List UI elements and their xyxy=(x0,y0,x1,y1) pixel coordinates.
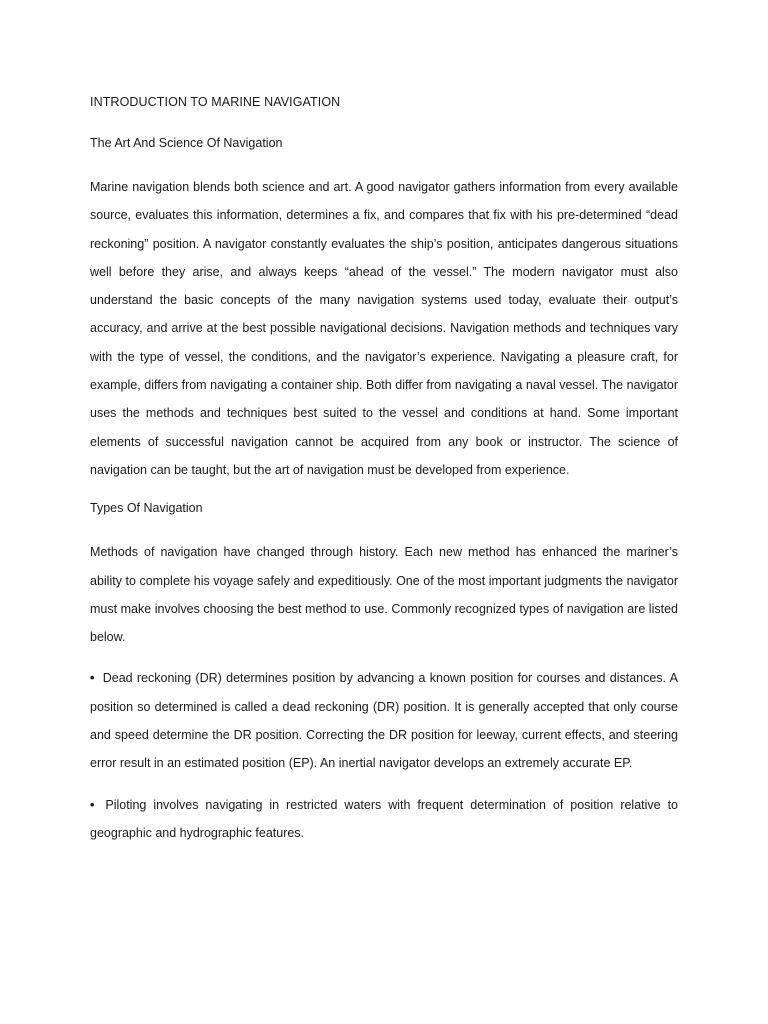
paragraph-art-and-science: Marine navigation blends both science and art. A good navigator gathers information from every available source, evaluates this information, determines a fix, and compares that fix with his pre-determined “dead reckoning” position. A navigator constantly evaluates the ship’s position, anticipates dangerous situations well before they arise, and always keeps “ahead of the vessel.” The modern navigator must also understand the basic concepts of the many navigation systems used today, evaluate their output’s accuracy, and arrive at the best possible navigational decisions. Navigation methods and techniques vary with the type of vessel, the conditions, and the navigator’s experience. Navigating a pleasure craft, for example, differs from navigating a container ship. Both differ from navigating a naval vessel. The navigator uses the methods and techniques best suited to the vessel and conditions at hand. Some important elements of successful navigation cannot be acquired from any book or instructor. The science of navigation can be taught, but the art of navigation must be developed from experience. xyxy=(90,180,678,477)
bullet-marker: • xyxy=(90,797,95,812)
bullet-piloting xyxy=(90,791,678,848)
section-heading-types: Types Of Navigation xyxy=(90,501,203,516)
document-title: INTRODUCTION TO MARINE NAVIGATION xyxy=(90,95,341,109)
section-heading-art-and-science: The Art And Science Of Navigation xyxy=(90,136,283,150)
bullet-dead-reckoning xyxy=(90,664,678,777)
bullet-marker: • xyxy=(90,671,95,686)
bullet-text: Dead reckoning (DR) determines position by advancing a known position for courses and distances. A position so determined is called a dead reckoning (DR) position. It is generally accepted that only course and speed determine the DR position. Correcting the DR position for leeway, current effects, and steering error result in an estimated position (EP). An inertial navigator develops an extremely accurate EP. xyxy=(90,671,678,771)
paragraph-types-intro: Methods of navigation have changed through history. Each new method has enhanced the mariner’s ability to complete his voyage safely and expeditiously. One of the most important judgments the navigator must make involves choosing the best method to use. Commonly recognized types of navigation are listed below. xyxy=(90,545,678,645)
document-page xyxy=(90,91,678,860)
bullet-text: Piloting involves navigating in restricted waters with frequent determination of position relative to geographic and hydrographic features. xyxy=(90,797,678,840)
